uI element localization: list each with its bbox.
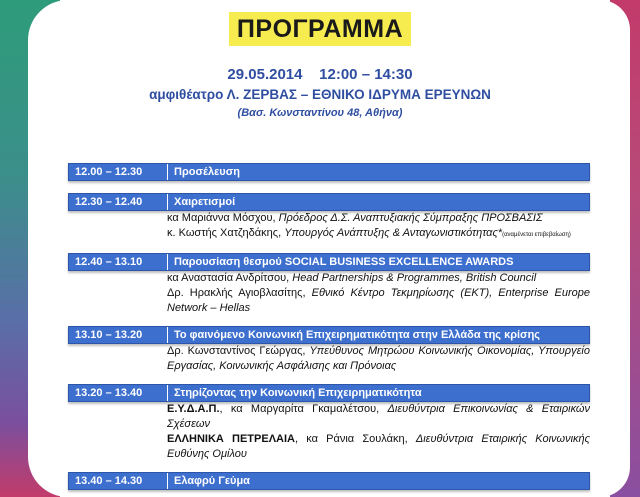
session-time: 12.30 – 12.40 [69,194,168,210]
programme-table [68,163,590,490]
session-time: 13.10 – 13.20 [69,327,168,343]
speaker-line: Δρ. Ηρακλής Αγιοβλασίτης, Εθνικό Κέντρο Τεκμηρίωσης (ΕΚΤ), Enterprise Europe Network – Hellas [167,287,590,314]
session-header [68,193,590,211]
session-header [68,326,590,344]
session-time: 12.00 – 12.30 [69,164,168,180]
session-header [68,253,590,271]
event-venue: αμφιθέατρο Λ. ΖΕΡΒΑΣ – ΕΘΝΙΚΟ ΙΔΡΥΜΑ ΕΡΕΥΝΩΝ [149,87,491,102]
session-speakers [68,344,590,374]
speaker-line: Δρ. Κωνσταντίνος Γεώργας, Υπεύθυνος Μητρώου Κοινωνικής Οικονομίας, Υπουργείο Εργασίας, Κοινωνικής Ασφάλισης και Πρόνοιας [167,345,590,372]
speaker-line: κ. Κωστής Χατζηδάκης, Υπουργός Ανάπτυξης & Ανταγωνιστικότητας*(αναμένεται επιβεβαίωση) [167,227,571,239]
session-time: 13.40 – 14.30 [69,473,168,489]
event-address: (Βασ. Κωνσταντίνου 48, Αθήνα) [237,107,403,119]
session-speakers [68,211,590,243]
session-topic: Χαιρετισμοί [174,196,236,208]
session-header [68,472,590,490]
session-topic: Στηρίζοντας την Κοινωνική Επιχειρηματικότητα [174,387,422,399]
organization-name: ΕΛΛΗΝΙΚΑ ΠΕΤΡΕΛΑΙΑ [167,433,295,445]
session-topic: Προσέλευση [174,166,240,178]
confirmation-note: (αναμένεται επιβεβαίωση) [502,232,571,238]
session-speakers [68,271,590,316]
session-header [68,384,590,402]
session-topic: Ελαφρύ Γεύμα [174,475,250,487]
organization-name: Ε.Υ.Δ.Α.Π. [167,403,220,415]
session-time: 13.20 – 13.40 [69,385,168,401]
session-header [68,163,590,181]
speaker-line: κα Αναστασία Ανδρίτσου, Head Partnerships & Programmes, British Council [167,272,537,284]
session-speakers [68,402,590,462]
speaker-line: ΕΛΛΗΝΙΚΑ ΠΕΤΡΕΛΑΙΑ, κα Ράνια Σουλάκη, Διευθύντρια Εταιρικής Κοινωνικής Ευθύνης Ομίλου [167,433,590,460]
page-title: ΠΡΟΓΡΑΜΜΑ [229,12,411,46]
session-topic: Παρουσίαση θεσμού SOCIAL BUSINESS EXCELLENCE AWARDS [174,256,514,268]
speaker-line: κα Μαριάννα Μόσχου, Πρόεδρος Δ.Σ. Αναπτυξιακής Σύμπραξης ΠΡΟΣΒΑΣΙΣ [167,212,543,224]
session-time: 12.40 – 13.10 [69,254,168,270]
event-date-time: 29.05.2014 12:00 – 14:30 [227,66,413,83]
title-block [0,12,640,46]
session-topic: Το φαινόμενο Κοινωνική Επιχειρηματικότητα στην Ελλάδα της κρίσης [174,329,541,341]
speaker-line: Ε.Υ.Δ.Α.Π., κα Μαργαρίτα Γκαμαλέτσου, Διευθύντρια Επικοινωνίας & Εταιρικών Σχέσεων [167,403,591,430]
